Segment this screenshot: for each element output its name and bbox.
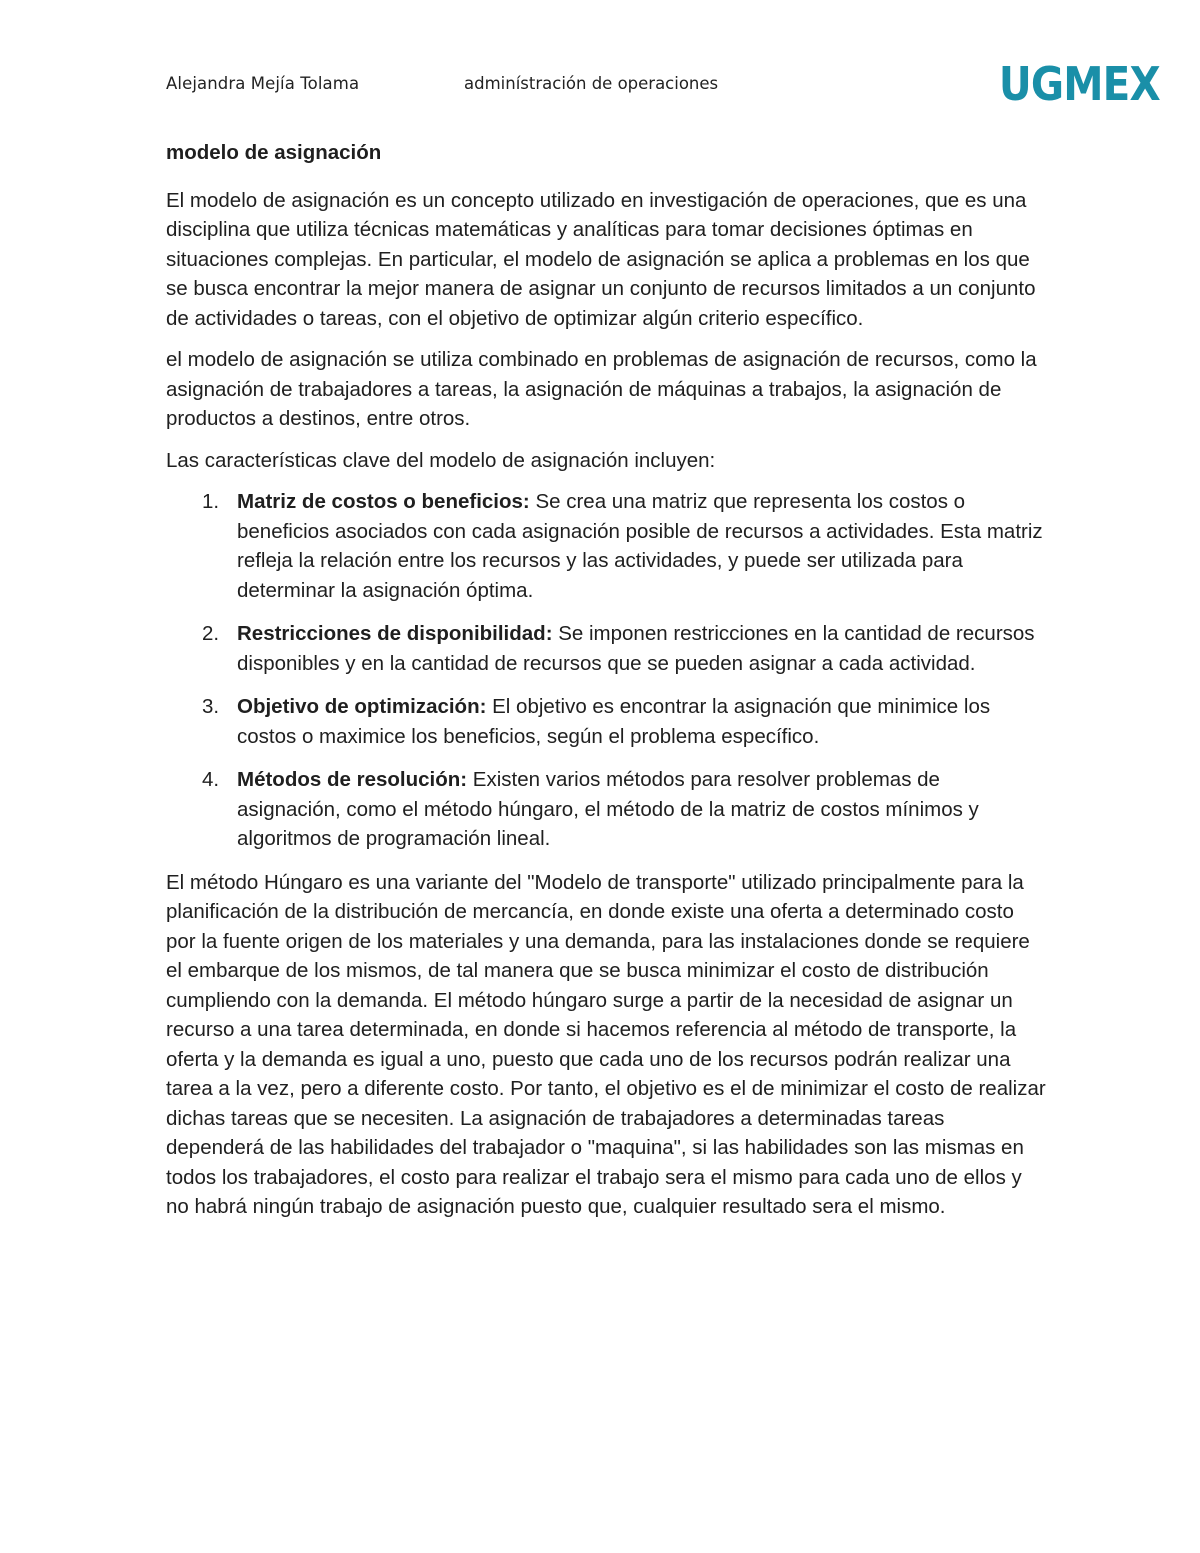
list-intro: Las características clave del modelo de asignación incluyen: (166, 448, 716, 472)
list-item-term: Restricciones de disponibilidad: (237, 622, 553, 645)
list-item-text: El objetivo es encontrar la asignación que minimice los costos o maximice los beneficios, según el problema específico. (237, 695, 991, 748)
list-item-number: 4. (202, 768, 220, 791)
author-name: Alejandra Mejía Tolama (166, 74, 360, 93)
document-title: modelo de asignación (166, 141, 382, 164)
course-name: adminístración de operaciones (464, 74, 719, 93)
list-item-number: 1. (202, 490, 220, 513)
page-header (166, 57, 1160, 111)
list-item (166, 619, 1046, 678)
list-item (166, 692, 1046, 751)
list-item-number: 3. (202, 695, 220, 718)
list-item-text: Se crea una matriz que representa los costos o beneficios asociados con cada asignación posible de recursos a actividades. Esta matriz refleja la relación entre los recursos y las actividades, y puede ser utilizada para determinar la asignación óptima. (237, 490, 1043, 602)
list-item-term: Matriz de costos o beneficios: (237, 490, 530, 513)
paragraph-intro: El modelo de asignación es un concepto utilizado en investigación de operaciones, que es una disciplina que utiliza técnicas matemáticas y analíticas para tomar decisiones óptimas en situaciones complejas. En particular, el modelo de asignación se aplica a problemas en los que se busca encontrar la mejor manera de asignar un conjunto de recursos limitados a un conjunto de actividades o tareas, con el objetivo de optimizar algún criterio específico. (166, 188, 1036, 330)
paragraph-usage: el modelo de asignación se utiliza combinado en problemas de asignación de recursos, como la asignación de trabajadores a tareas, la asignación de máquinas a trabajos, la asignación de productos a destinos, entre otros. (166, 348, 1037, 430)
characteristics-list (166, 487, 1046, 854)
list-item-term: Métodos de resolución: (237, 768, 468, 791)
document-body (166, 138, 1046, 1234)
list-item (166, 487, 1046, 605)
paragraph-hungarian-method: El método Húngaro es una variante del "Modelo de transporte" utilizado principalmente para la planificación de la distribución de mercancía, en donde existe una oferta a determinado costo por la fuente origen de los materiales y una demanda, para las instalaciones donde se requiere el embarque de los mismos, de tal manera que se busca minimizar el costo de distribución cumpliendo con la demanda. El método húngaro surge a partir de la necesidad de asignar un recurso a una tarea determinada, en donde si hacemos referencia al método de transporte, la oferta y la demanda es igual a uno, puesto que cada uno de los recursos podrán realizar una tarea a la vez, pero a diferente costo. Por tanto, el objetivo es el de minimizar el costo de realizar dichas tareas que se necesiten. La asignación de trabajadores a determinadas tareas dependerá de las habilidades del trabajador o "maquina", si las habilidades son las mismas en todos los trabajadores, el costo para realizar el trabajo sera el mismo para cada uno de ellos y no habrá ningún trabajo de asignación puesto que, cualquier resultado sera el mismo. (166, 870, 1046, 1218)
list-item (166, 765, 1046, 854)
list-item-number: 2. (202, 622, 220, 645)
list-item-term: Objetivo de optimización: (237, 695, 487, 718)
ugmex-logo: UGMEX (999, 57, 1160, 111)
list-item-text: Se imponen restricciones en la cantidad de recursos disponibles y en la cantidad de recursos que se pueden asignar a cada actividad. (237, 622, 1035, 675)
list-item-text: Existen varios métodos para resolver problemas de asignación, como el método húngaro, el método de la matriz de costos mínimos y algoritmos de programación lineal. (237, 768, 979, 850)
